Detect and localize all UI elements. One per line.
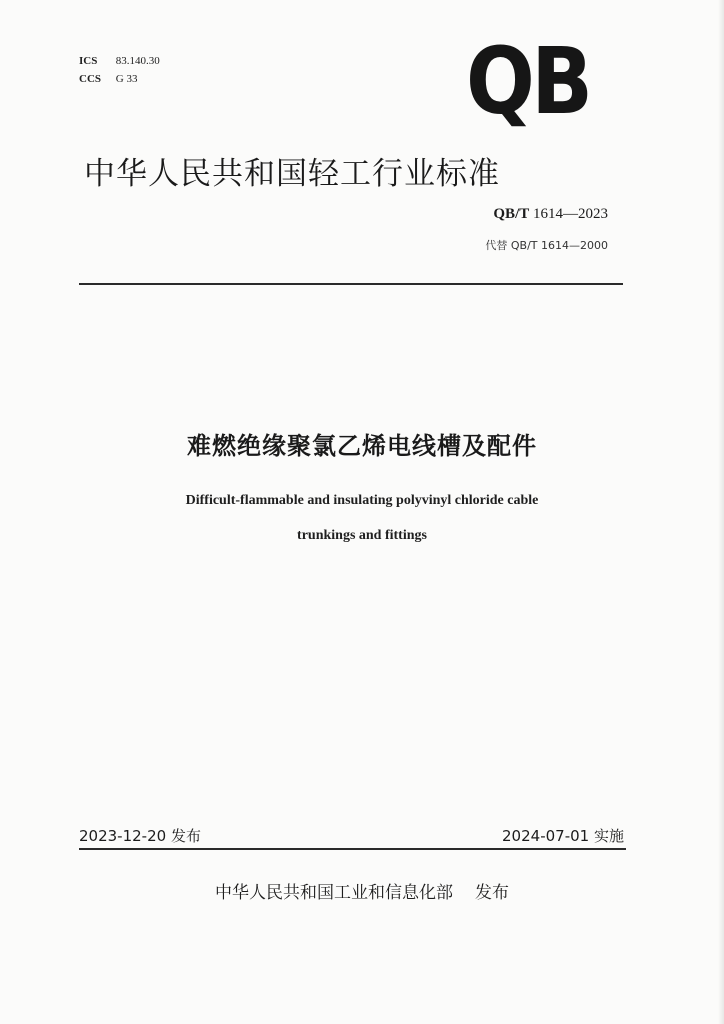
ics-label: ICS: [79, 55, 98, 67]
ics-row: [79, 52, 160, 70]
replaces-line: [485, 237, 608, 253]
ccs-value: G 33: [115, 73, 138, 85]
standard-code-number: 1614—2023: [533, 206, 608, 222]
issue-label: 发布: [170, 827, 201, 845]
issuer-name: 中华人民共和国工业和信息化部: [215, 883, 453, 903]
issue-date-line: [79, 825, 201, 846]
implement-date: 2024-07-01: [502, 827, 590, 845]
page-edge-shadow: [718, 0, 724, 1024]
implement-label: 实施: [593, 827, 624, 845]
replaces-code: QB/T 1614—2000: [510, 239, 608, 252]
ics-value: 83.140.30: [115, 55, 160, 67]
document-title-en-line2: trunkings and fittings: [297, 528, 427, 543]
header-divider: [79, 283, 623, 285]
footer-divider: [79, 848, 626, 850]
issuer-line: [0, 878, 724, 903]
ccs-label: CCS: [79, 73, 102, 85]
qb-logo: QB: [466, 28, 590, 135]
ccs-row: [79, 70, 160, 88]
document-title-en-line1: Difficult-flammable and insulating polyvinyl chloride cable: [185, 493, 539, 508]
classification-codes: [79, 52, 160, 88]
issue-date: 2023-12-20: [79, 827, 167, 845]
issuer-action: 发布: [475, 883, 509, 903]
document-title-zh: 难燃绝缘聚氯乙烯电线槽及配件: [187, 432, 537, 460]
standard-code-prefix: QB/T: [493, 206, 530, 222]
replaces-label: 代替: [485, 239, 508, 252]
implement-date-line: [502, 825, 624, 846]
category-title: 中华人民共和国轻工行业标准: [84, 156, 500, 192]
standard-number: [493, 206, 608, 223]
